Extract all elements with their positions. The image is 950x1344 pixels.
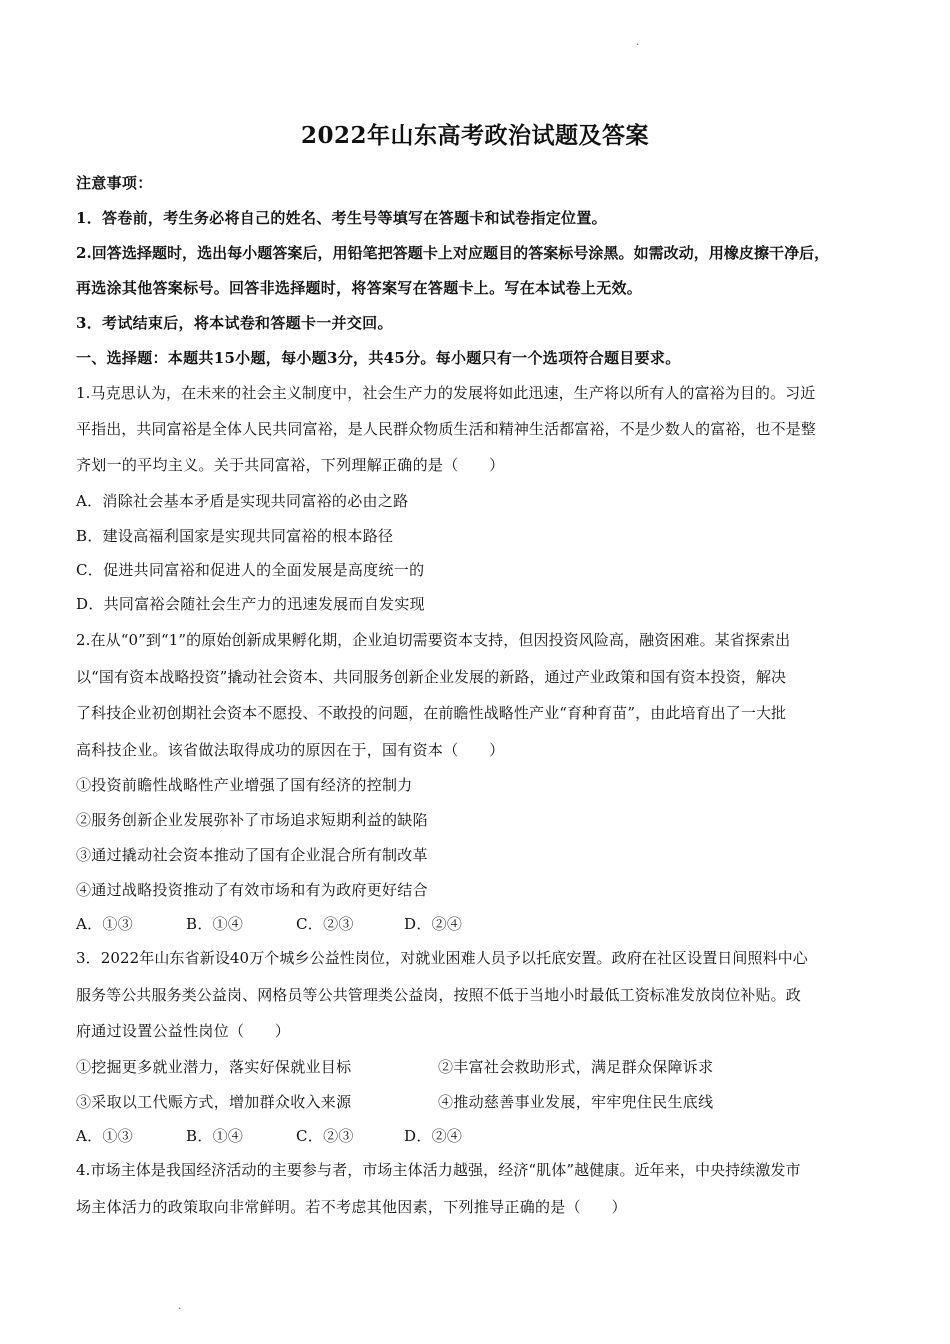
q1-option: D．共同富裕会随社会生产力的迅速发展而自发实现: [76, 595, 425, 613]
q2-stem-line: 高科技企业。该省做法取得成功的原因在于，国有资本（ ）: [76, 741, 505, 759]
q2-statement: ③通过撬动社会资本推动了国有企业混合所有制改革: [76, 846, 428, 864]
q3-choice: C．②③: [296, 1127, 354, 1145]
q3-choice: A．①③: [76, 1127, 134, 1145]
q3-choice: B．①④: [186, 1127, 244, 1145]
q2-choice: D．②④: [404, 915, 463, 933]
q1-option: A．消除社会基本矛盾是实现共同富裕的必由之路: [76, 492, 409, 510]
q3-statement: ②丰富社会救助形式，满足群众保障诉求: [438, 1058, 714, 1076]
q1-stem-line: 平指出，共同富裕是全体人民共同富裕，是人民群众物质生活和精神生活都富裕，不是少数人的富裕，也不是整: [76, 420, 816, 438]
q2-stem-line: 以“国有资本战略投资”撬动社会资本、共同服务创新企业发展的新路，通过产业政策和国有资本投资，解决: [76, 668, 787, 686]
q2-statement: ②服务创新企业发展弥补了市场追求短期利益的缺陷: [76, 811, 428, 829]
q2-choices: [76, 914, 462, 934]
q3-choice: D．②④: [404, 1127, 463, 1145]
q2-choice: B．①④: [186, 915, 244, 933]
q3-statement: ④推动慈善事业发展，牢牢兜住民生底线: [438, 1093, 714, 1111]
q3-stem-line: 3．2022年山东省新设40万个城乡公益性岗位，对就业困难人员予以托底安置。政府在社区设置日间照料中心: [76, 949, 808, 967]
notice-item: 2.回答选择题时，选出每小题答案后，用铅笔把答题卡上对应题目的答案标号涂黑。如需改动，用橡皮擦干净后，: [76, 244, 830, 262]
q2-choice: C．②③: [296, 915, 354, 933]
q3-statements-row: [76, 1057, 713, 1077]
q1-stem-line: 齐划一的平均主义。关于共同富裕，下列理解正确的是（ ）: [76, 456, 505, 474]
q1-option: B．建设高福利国家是实现共同富裕的根本路径: [76, 527, 394, 545]
q2-statement: ①投资前瞻性战略性产业增强了国有经济的控制力: [76, 776, 413, 794]
q1-option: C．促进共同富裕和促进人的全面发展是高度统一的: [76, 561, 425, 579]
q3-statement: ③采取以工代赈方式，增加群众收入来源: [76, 1093, 352, 1111]
q2-choice: A．①③: [76, 915, 134, 933]
page-title: 2022年山东高考政治试题及答案: [300, 122, 649, 149]
q3-statements-row: [76, 1092, 713, 1112]
q3-choices: [76, 1126, 462, 1146]
top-dot-mark: .: [636, 37, 640, 48]
q2-stem-line: 了科技企业初创期社会资本不愿投、不敢投的问题，在前瞻性战略性产业“育种育苗”，由此培育出了一大批: [76, 704, 787, 722]
q4-stem-line: 4.市场主体是我国经济活动的主要参与者，市场主体活力越强，经济“肌体”越健康。近年来，中央持续激发市: [76, 1161, 801, 1179]
section-heading: 一、选择题：本题共15小题，每小题3分，共45分。每小题只有一个选项符合题目要求。: [76, 349, 681, 367]
q2-stem-line: 2.在从“0”到“1”的原始创新成果孵化期，企业迫切需要资本支持，但因投资风险高，融资困难。某省探索出: [76, 631, 791, 649]
notice-heading: 注意事项：: [76, 174, 153, 192]
notice-item: 3．考试结束后，将本试卷和答题卡一并交回。: [76, 314, 393, 332]
q1-stem-line: 1.马克思认为，在未来的社会主义制度中，社会生产力的发展将如此迅速，生产将以所有人的富裕为目的。习近: [76, 384, 816, 402]
q4-stem-line: 场主体活力的政策取向非常鲜明。若不考虑其他因素，下列推导正确的是（ ）: [76, 1198, 627, 1216]
notice-item: 再选涂其他答案标号。回答非选择题时，将答案写在答题卡上。写在本试卷上无效。: [76, 279, 643, 297]
q3-stem-line: 服务等公共服务类公益岗、网格员等公共管理类公益岗，按照不低于当地小时最低工资标准发放岗位补贴。政: [76, 986, 801, 1004]
bottom-dot-mark: .: [178, 1301, 182, 1312]
notice-item: 1．答卷前，考生务必将自己的姓名、考生号等填写在答题卡和试卷指定位置。: [76, 209, 607, 227]
q2-statement: ④通过战略投资推动了有效市场和有为政府更好结合: [76, 881, 428, 899]
q3-statement: ①挖掘更多就业潜力，落实好保就业目标: [76, 1058, 352, 1076]
q3-stem-line: 府通过设置公益性岗位（ ）: [76, 1022, 291, 1040]
